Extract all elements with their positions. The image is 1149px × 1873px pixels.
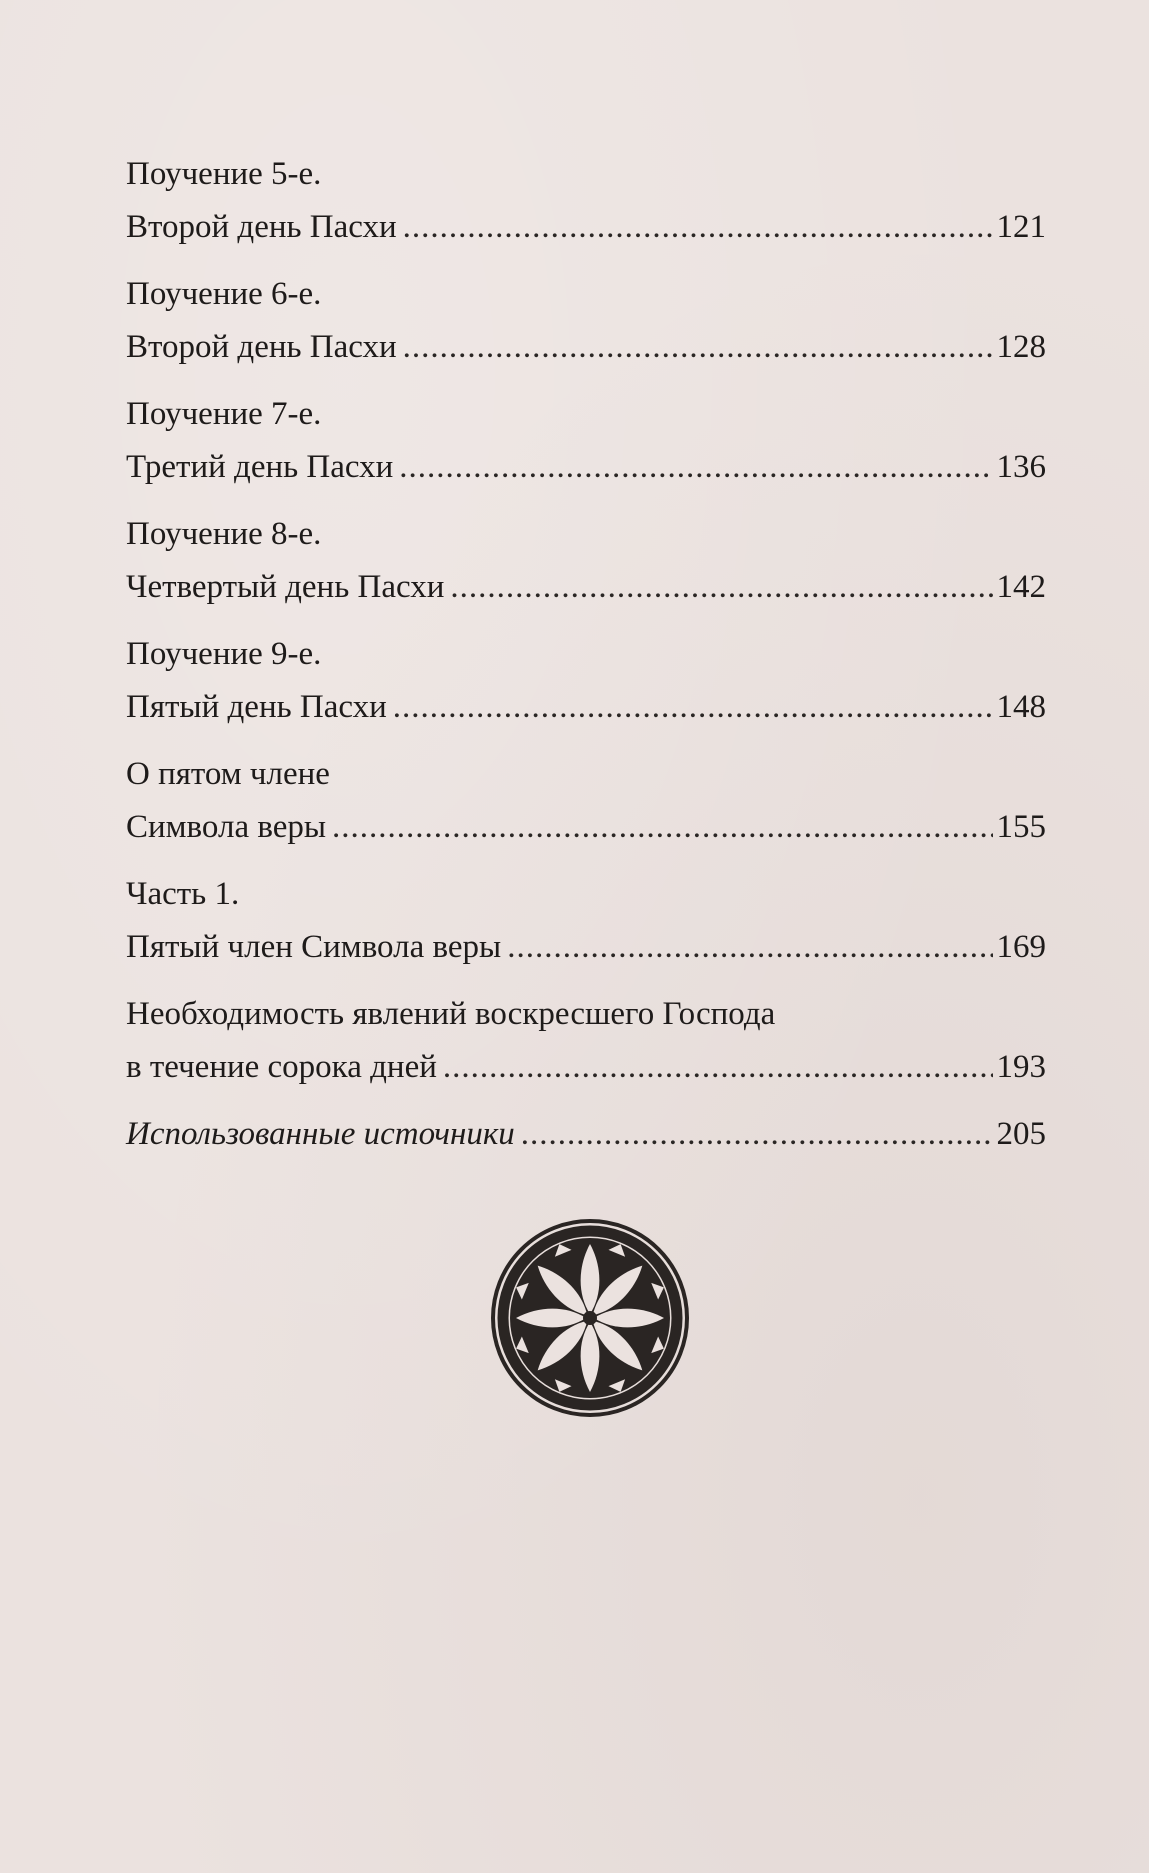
dot-leader bbox=[393, 681, 993, 734]
toc-entry-subtitle: Символа веры bbox=[126, 809, 327, 845]
dot-leader bbox=[450, 561, 992, 614]
rosette-ornament-icon bbox=[490, 1218, 690, 1418]
toc-page-number: 121 bbox=[996, 209, 1046, 245]
toc-page-number: 155 bbox=[996, 809, 1046, 845]
table-of-contents bbox=[126, 148, 1046, 1175]
toc-entry-title: Поучение 6-е. bbox=[126, 276, 322, 312]
toc-entry-title: Часть 1. bbox=[126, 876, 240, 912]
toc-entry-subtitle: Четвертый день Пасхи bbox=[126, 569, 445, 605]
toc-entry-title: Поучение 7-е. bbox=[126, 396, 322, 432]
toc-entry[interactable] bbox=[126, 268, 1046, 374]
toc-entry-title: Необходимость явлений воскресшего Господа bbox=[126, 996, 776, 1032]
toc-page-number: 205 bbox=[996, 1116, 1046, 1152]
toc-entry[interactable] bbox=[126, 628, 1046, 734]
dot-leader bbox=[332, 801, 992, 854]
toc-entry[interactable] bbox=[126, 1108, 1046, 1161]
toc-entry[interactable] bbox=[126, 748, 1046, 854]
toc-entry-title: Поучение 9-е. bbox=[126, 636, 322, 672]
toc-entry[interactable] bbox=[126, 508, 1046, 614]
dot-leader bbox=[507, 921, 992, 974]
toc-page-number: 148 bbox=[996, 689, 1046, 725]
dot-leader bbox=[443, 1041, 993, 1094]
dot-leader bbox=[521, 1108, 993, 1161]
toc-entry-title: Поучение 8-е. bbox=[126, 516, 322, 552]
toc-entry-title: Поучение 5-е. bbox=[126, 156, 322, 192]
toc-entry-subtitle: Второй день Пасхи bbox=[126, 209, 397, 245]
dot-leader bbox=[403, 321, 993, 374]
toc-entry[interactable] bbox=[126, 988, 1046, 1094]
toc-entry[interactable] bbox=[126, 388, 1046, 494]
toc-entry-subtitle: Третий день Пасхи bbox=[126, 449, 394, 485]
toc-page-number: 142 bbox=[996, 569, 1046, 605]
toc-page-number: 193 bbox=[996, 1049, 1046, 1085]
toc-page-number: 169 bbox=[996, 929, 1046, 965]
toc-entry[interactable] bbox=[126, 868, 1046, 974]
toc-page-number: 128 bbox=[996, 329, 1046, 365]
toc-entry-subtitle: Пятый день Пасхи bbox=[126, 689, 387, 725]
dot-leader bbox=[403, 201, 993, 254]
toc-entry-title: Использованные источники bbox=[126, 1116, 515, 1152]
toc-entry-subtitle: Второй день Пасхи bbox=[126, 329, 397, 365]
toc-entry-subtitle: в течение сорока дней bbox=[126, 1049, 437, 1085]
toc-entry-title: О пятом члене bbox=[126, 756, 330, 792]
toc-entry[interactable] bbox=[126, 148, 1046, 254]
toc-entry-subtitle: Пятый член Символа веры bbox=[126, 929, 502, 965]
toc-page-number: 136 bbox=[996, 449, 1046, 485]
dot-leader bbox=[399, 441, 992, 494]
